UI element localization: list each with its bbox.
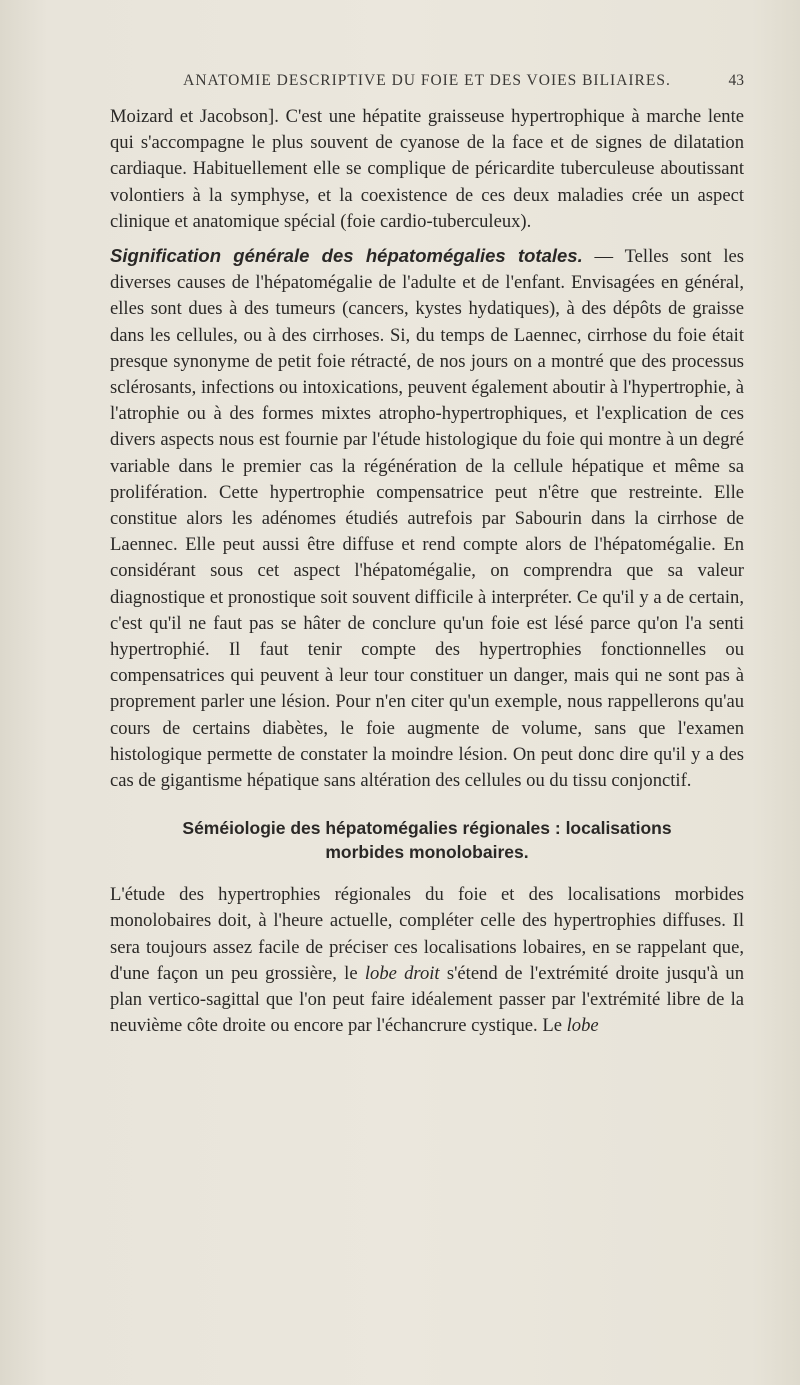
paragraph-localisations: [110, 882, 744, 1039]
paragraph-signification: [110, 243, 744, 794]
section-heading-line-1: Séméiologie des hépatomégalies régionales : localisations: [182, 818, 672, 839]
running-title: ANATOMIE DESCRIPTIVE DU FOIE ET DES VOIES BILIAIRES.: [183, 72, 671, 89]
section-heading-line-2: morbides monolobaires.: [325, 842, 529, 863]
paragraph-signification-title: Signification générale des hépatomégalies totales.: [110, 245, 583, 267]
page-number: 43: [728, 72, 744, 89]
paragraph-localisations-text-2: s'étend de l'extrémité droite jusqu'à un plan vertico-sagittal que l'on peut faire idéalement passer par l'extrémité libre de la neuvième côte droite ou encore par l'échancrure cystique. Le: [110, 962, 745, 1037]
running-head: [110, 72, 744, 94]
section-heading: [110, 816, 744, 864]
paragraph-signification-body: — Telles sont les diverses causes de l'hépatomégalie de l'adulte et de l'enfant. Envisagées en général, elles sont dues à des tumeurs (cancers, kystes hydatiques), à des dépôts de graisse dans les cellules, ou à des cirrhoses. Si, du temps de Laennec, cirrhose du foie était presque synonyme de petit foie rétracté, de nos jours on a montré que des processus sclérosants, infections ou intoxications, peuvent également aboutir à l'hypertrophie, à l'atrophie ou à des formes mixtes atropho-hypertrophiques, et l'explication de ces divers aspects nous est fournie par l'étude histologique du foie qui montre à un degré variable dans le premier cas la régénération de la cellule hépatique et même sa prolifération. Cette hypertrophie compensatrice peut n'être que restreinte. Elle constitue alors les adénomes étudiés autrefois par Sabourin dans la cirrhose de Laennec. Elle peut aussi être diffuse et rend compte alors de l'hépatomégalie. En considérant sous cet aspect l'hépatomégalie, on comprendra que sa valeur diagnostique et pronostique soit souvent difficile à interpréter. Ce qu'il y a de certain, c'est qu'il ne faut pas se hâter de conclure qu'un foie est lésé parce qu'on l'a senti hypertrophié. Il faut tenir compte des hypertrophies fonctionnelles ou compensatrices qui peuvent à leur tour constituer un danger, mais qui ne sont pas à proprement parler une lésion. Pour n'en citer qu'un exemple, nous rappellerons qu'au cours de certains diabètes, le foie augmente de volume, sans que l'examen histologique permette de constater la moindre lésion. On peut donc dire qu'il y a des cas de gigantisme hépatique sans altération des cellules ou du tissu conjonctif.: [110, 246, 744, 792]
italic-term-lobe-droit: lobe droit: [364, 962, 440, 984]
paragraph-localisations-text-1: L'étude des hypertrophies régionales du foie et des localisations morbides monolobaires doit, à l'heure actuelle, compléter celle des hypertrophies diffuses. Il sera toujours assez facile de préciser ces localisations lobaires, en se rappelant que, d'une façon un peu grossière, le: [110, 884, 744, 984]
paragraph-cardio-tuberculeux: Moizard et Jacobson]. C'est une hépatite graisseuse hypertrophique à marche lente qui s'accompagne le plus souvent de cyanose de la face et de signes de dilatation cardiaque. Habituellement elle se complique de péricardite tuberculeuse aboutissant volontiers à la symphyse, et la coexistence de ces deux maladies crée un aspect clinique et anatomique spécial (foie cardio-tuberculeux).: [110, 106, 744, 232]
italic-term-lobe: lobe: [566, 1015, 599, 1037]
